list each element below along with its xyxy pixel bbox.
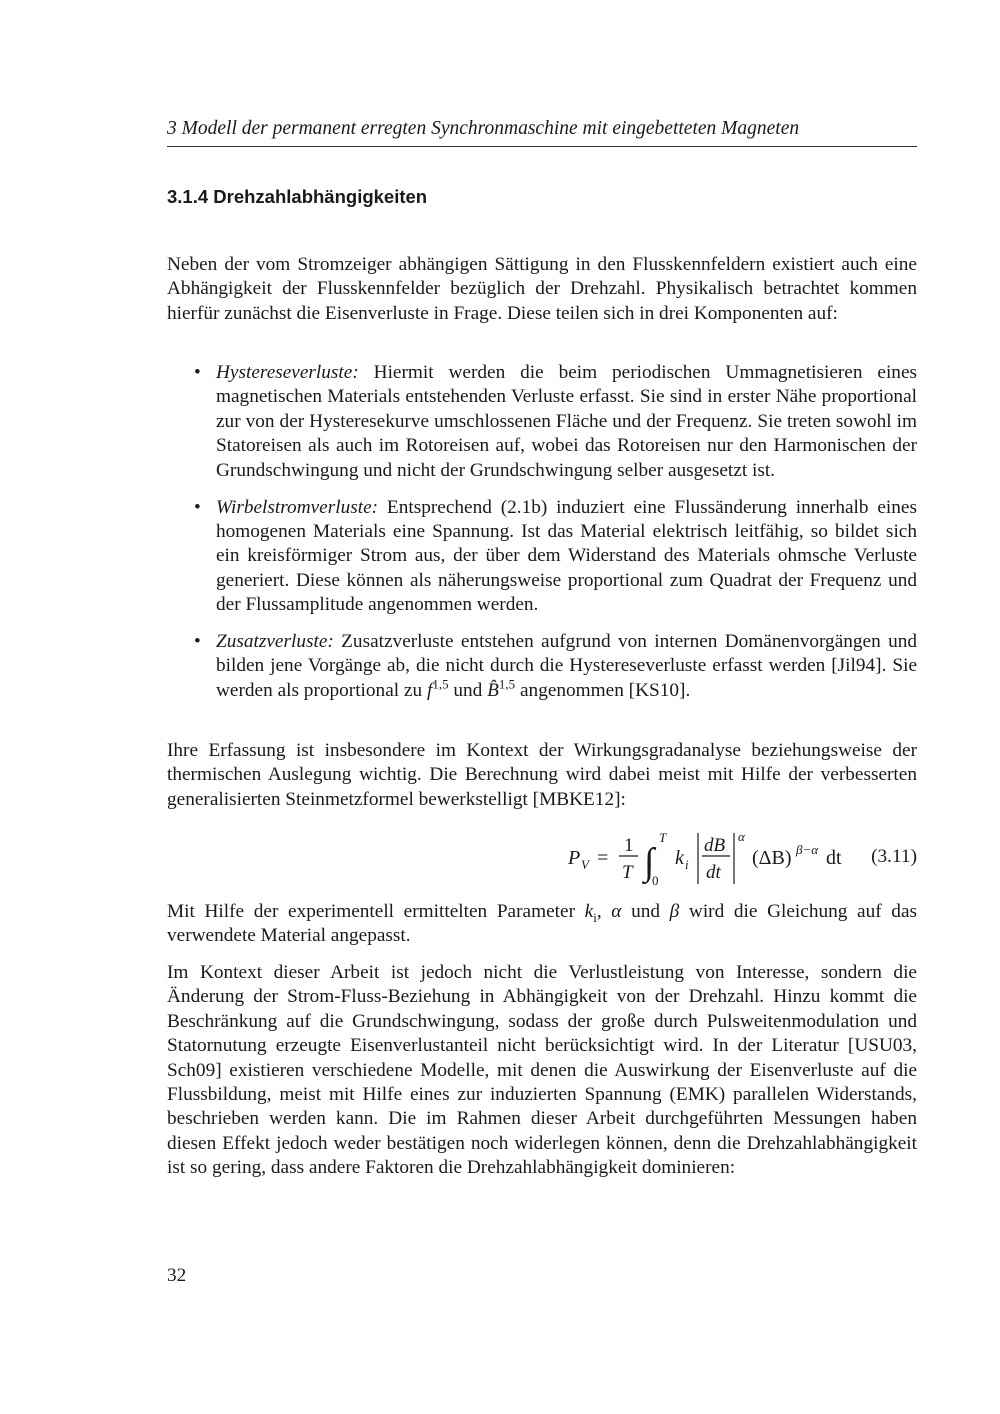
symbol-f: f <box>426 679 433 701</box>
intro-paragraph <box>167 253 917 326</box>
eq-frac-num: 1 <box>624 835 634 856</box>
params-text-a: Mit Hilfe der experimentell ermittelten Parameter <box>167 901 585 922</box>
bullet-icon: • <box>194 362 201 383</box>
parameters-paragraph <box>167 900 917 949</box>
list-item-eddy-current <box>167 496 917 618</box>
eq-coef: k <box>675 847 684 869</box>
section-heading: 3.1.4 Drehzahlabhängigkeiten <box>167 186 428 207</box>
parameters-paragraph-text <box>167 900 917 949</box>
page-number: 32 <box>167 1265 187 1286</box>
loss-components-list <box>167 361 917 716</box>
eq-int-lower: 0 <box>652 873 659 888</box>
equation-3-11 <box>167 828 917 888</box>
equation-formula <box>562 828 862 888</box>
exponent-f: 1,5 <box>432 676 449 692</box>
eq-abs-exp: α <box>738 829 745 844</box>
eq-delta-exp: β−α <box>796 842 819 857</box>
bullet-icon: • <box>194 631 201 653</box>
eq-delta-term: (ΔB) <box>752 847 792 869</box>
eq-frac-den: T <box>622 862 633 883</box>
eq-differential: dt <box>826 847 842 869</box>
description-hysteresis: Hiermit werden die beim periodischen Ummagnetisieren eines magnetischen Materials entstehenden Verluste erfasst. Sie sind in erster Nähe proportional zur von der Hysteresekurve umschlossenen Fläche und der Frequenz. Sie treten sowohl im Statoreisen als auch im Rotoreisen auf, wobei das Rotoreisen nur den Harmonischen der Grundschwingung und nicht der Grundschwingung selber ausgesetzt ist. <box>216 362 917 481</box>
description-additional-c: angenommen [KS10]. <box>515 679 691 701</box>
symbol-k: k <box>584 901 594 922</box>
eq-coef-sub: i <box>685 857 689 872</box>
params-text-b: , <box>596 901 612 922</box>
eq-int-upper: T <box>659 830 667 845</box>
exponent-b: 1,5 <box>498 676 516 692</box>
running-header: 3 Modell der permanent erregten Synchronmaschine mit eingebetteten Magneten <box>167 118 917 147</box>
context-paragraph-text: Im Kontext dieser Arbeit ist jedoch nicht die Verlustleistung von Interesse, sondern die Änderung der Strom-Fluss-Beziehung in Abhängigkeit von der Drehzahl. Hinzu kommt die Beschränkung auf die Grundschwingung, sodass der große durch Pulsweitenmodulation und Statornutung erzeugte Eisenverlustanteil nicht berücksichtigt wird. In der Literatur [USU03, Sch09] existieren verschiedene Modelle, mit denen die Auswirkung der Eisenverluste auf die Flussbildung, meist mit Hilfe eines zur induzierten Spannung (EMK) parallelen Widerstands, beschrieben werden kann. Die im Rahmen dieser Arbeit durchgeführten Messungen haben diesen Effekt jedoch weder bestätigen noch widerlegen können, denn die Drehzahlabhängigkeit ist so gering, dass andere Faktoren die Drehzahlabhängigkeit dominieren: <box>167 962 917 1179</box>
description-eddy-current: Entsprechend (2.1b) induziert eine Flussänderung innerhalb eines homogenen Materials eine Spannung. Ist das Material elektrisch leitfähig, so bildet sich ein kreisförmiger Strom aus, der über dem Widerstand des Materials ohmsche Verluste generiert. Diese können als näherungsweise proportional zum Quadrat der Frequenz und der Flussamplitude angenommen werden. <box>216 496 917 616</box>
context-paragraph <box>167 961 917 1181</box>
steinmetz-paragraph <box>167 739 917 812</box>
description-additional-a: Zusatzverluste entstehen aufgrund von internen Domänenvorgängen und bilden jene Vorgänge ab, die nicht durch die Hystereseverluste erfasst werden [Jil94]. Sie werden als proportional zu <box>216 631 917 701</box>
term-additional: Zusatzverluste: <box>216 631 334 653</box>
symbol-alpha: α <box>611 901 622 922</box>
intro-paragraph-text: Neben der vom Stromzeiger abhängigen Sättigung in den Flusskennfeldern existiert auch eine Abhängigkeit der Flusskennfelder bezüglich der Drehzahl. Physikalisch betrachtet kommen hierfür zunächst die Eisenverluste in Frage. Diese teilen sich in drei Komponenten auf: <box>167 254 917 324</box>
term-eddy-current: Wirbelstromverluste: <box>216 496 379 518</box>
symbol-beta: β <box>669 901 680 922</box>
bullet-icon: • <box>194 496 201 518</box>
steinmetz-paragraph-text: Ihre Erfassung ist insbesondere im Kontext der Wirkungsgradanalyse beziehungsweise der thermischen Auslegung wichtig. Die Berechnung wird dabei meist mit Hilfe der verbesserten generalisierten Steinmetzformel bewerkstelligt [MBKE12]: <box>167 740 917 810</box>
description-additional-b: und <box>448 679 488 701</box>
symbol-b-hat: B̂ <box>487 679 499 701</box>
equation-number: (3.11) <box>871 846 917 867</box>
eq-lhs: P <box>568 847 581 869</box>
params-text-d: wird die Gleichung auf das verwendete Material angepasst. <box>167 901 918 947</box>
params-text-c: und <box>621 901 670 922</box>
eq-lhs-sub: V <box>581 857 589 872</box>
eq-equals: = <box>597 847 609 869</box>
list-item-additional <box>167 630 917 703</box>
symbol-k-sub: i <box>593 909 597 925</box>
list-item-hysteresis <box>167 361 917 483</box>
eq-deriv-den: dt <box>706 862 721 883</box>
eq-deriv-num: dB <box>704 835 726 856</box>
term-hysteresis: Hystereseverluste: <box>216 362 359 383</box>
eq-integral-sign: ∫ <box>644 841 655 883</box>
